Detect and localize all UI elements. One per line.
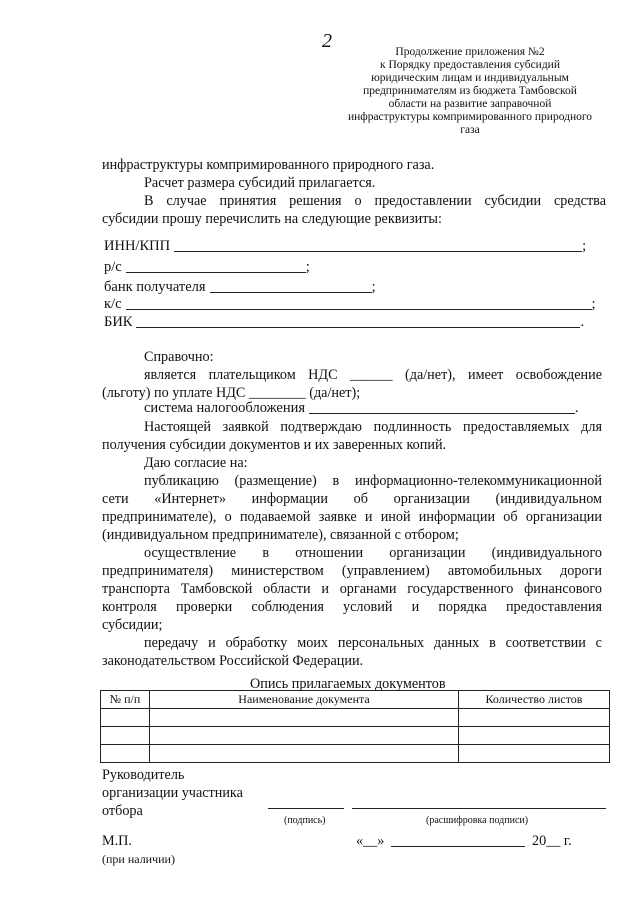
signature-caption: (подпись) [284, 815, 326, 826]
table-cell[interactable] [150, 709, 459, 727]
table-row [101, 727, 610, 745]
header-line: юридическим лицам и индивидуальным [371, 72, 569, 84]
header-line: предпринимателям из бюджета Тамбовской [363, 85, 577, 97]
consent-control: осуществление в отношении организации (индивидуального [144, 545, 602, 561]
consent-control: предпринимателя) министерством (управлением) автомобильных дороги [102, 563, 602, 579]
reference-title: Справочно: [144, 349, 214, 365]
consent-publication: сети «Интернет» информации об организации (индивидуальном [102, 491, 602, 507]
consent-control: контроля проверки соблюдения условий и порядка предоставления [102, 599, 602, 615]
consent-control: транспорта Тамбовской области и органами государственного финансового [102, 581, 602, 597]
separator: ; [582, 238, 587, 254]
inn-kpp-label: ИНН/КПП [104, 238, 171, 254]
inventory-table [100, 690, 610, 763]
vat-line: является плательщиком НДС ______ (да/нет), имеет освобождение [144, 367, 602, 383]
signer-title: организации участника [102, 785, 243, 801]
bik-field[interactable] [104, 314, 584, 331]
separator: ; [305, 259, 310, 275]
tax-system-field[interactable] [144, 400, 579, 417]
confirm-line: Настоящей заявкой подтверждаю подлинность предоставляемых для [144, 419, 602, 435]
body-line: субсидии прошу перечислить на следующие реквизиты: [102, 211, 442, 227]
tax-system-blank[interactable] [309, 400, 575, 414]
signer-title: Руководитель [102, 767, 185, 783]
name-decoding-line[interactable] [352, 808, 606, 809]
table-row [101, 709, 610, 727]
account-label: р/с [104, 259, 122, 275]
table-cell[interactable] [150, 745, 459, 763]
name-decoding-caption: (расшифровка подписи) [426, 815, 529, 826]
table-cell[interactable] [101, 745, 150, 763]
consent-publication: публикацию (размещение) в информационно-телекоммуникационной [144, 473, 602, 489]
header-line: газа [460, 124, 480, 136]
appendix-header [322, 46, 618, 137]
consent-personal-data: передачу и обработку моих персональных данных в соответствии с [144, 635, 602, 651]
bank-field[interactable] [104, 279, 376, 296]
column-header: Наименование документа [150, 691, 459, 709]
header-line: к Порядку предоставления субсидий [380, 59, 560, 71]
consent-control: субсидии; [102, 617, 163, 633]
separator: ; [371, 279, 376, 295]
stamp-note: (при наличии) [102, 852, 175, 866]
bik-blank[interactable] [136, 314, 580, 328]
separator: . [575, 400, 579, 416]
corr-account-label: к/с [104, 296, 122, 312]
header-line: инфраструктуры компримированного природного [347, 111, 593, 123]
separator: ; [591, 296, 596, 312]
table-cell[interactable] [150, 727, 459, 745]
table-cell[interactable] [459, 727, 610, 745]
body-line: В случае принятия решения о предоставлении субсидии средства [144, 193, 606, 209]
tax-system-label: система налогообложения [144, 400, 306, 416]
table-cell[interactable] [101, 727, 150, 745]
inn-kpp-blank[interactable] [174, 238, 582, 252]
separator: . [580, 314, 585, 330]
column-header: Количество листов [459, 691, 610, 709]
account-field[interactable] [104, 259, 310, 276]
table-row [101, 745, 610, 763]
date-month-line[interactable] [391, 846, 525, 847]
bik-label: БИК [104, 314, 133, 330]
signer-title: отбора [102, 803, 143, 819]
confirm-line: получения субсидии документов и их заверенных копий. [102, 437, 447, 453]
inn-kpp-field[interactable] [104, 238, 586, 255]
stamp-label: М.П. [102, 833, 132, 849]
table-header-row [101, 691, 610, 709]
column-header: № п/п [101, 691, 150, 709]
body-line: Расчет размера субсидий прилагается. [144, 175, 376, 191]
vat-line: (льготу) по уплате НДС ________ (да/нет); [102, 385, 361, 401]
corr-account-field[interactable] [104, 296, 596, 313]
header-line: Продолжение приложения №2 [395, 46, 545, 58]
table-cell[interactable] [459, 709, 610, 727]
consent-publication: предпринимателе), о подаваемой заявке и иной информации об организации [102, 509, 602, 525]
signature-line[interactable] [268, 808, 344, 809]
date-year[interactable]: 20__ г. [532, 833, 572, 849]
consent-title: Даю согласие на: [144, 455, 248, 471]
consent-publication: (индивидуальном предпринимателе), связанной с отбором; [102, 527, 459, 543]
date-day[interactable]: «__» [356, 833, 385, 849]
header-line: области на развитие заправочной [388, 98, 552, 110]
bank-blank[interactable] [210, 279, 372, 293]
page-number: 2 [322, 30, 332, 52]
table-cell[interactable] [459, 745, 610, 763]
account-blank[interactable] [126, 259, 306, 273]
inventory-title: Опись прилагаемых документов [250, 676, 446, 692]
consent-personal-data: законодательством Российской Федерации. [102, 653, 364, 669]
body-line: инфраструктуры компримированного природного газа. [102, 157, 435, 173]
corr-account-blank[interactable] [126, 296, 592, 310]
table-cell[interactable] [101, 709, 150, 727]
bank-label: банк получателя [104, 279, 206, 295]
